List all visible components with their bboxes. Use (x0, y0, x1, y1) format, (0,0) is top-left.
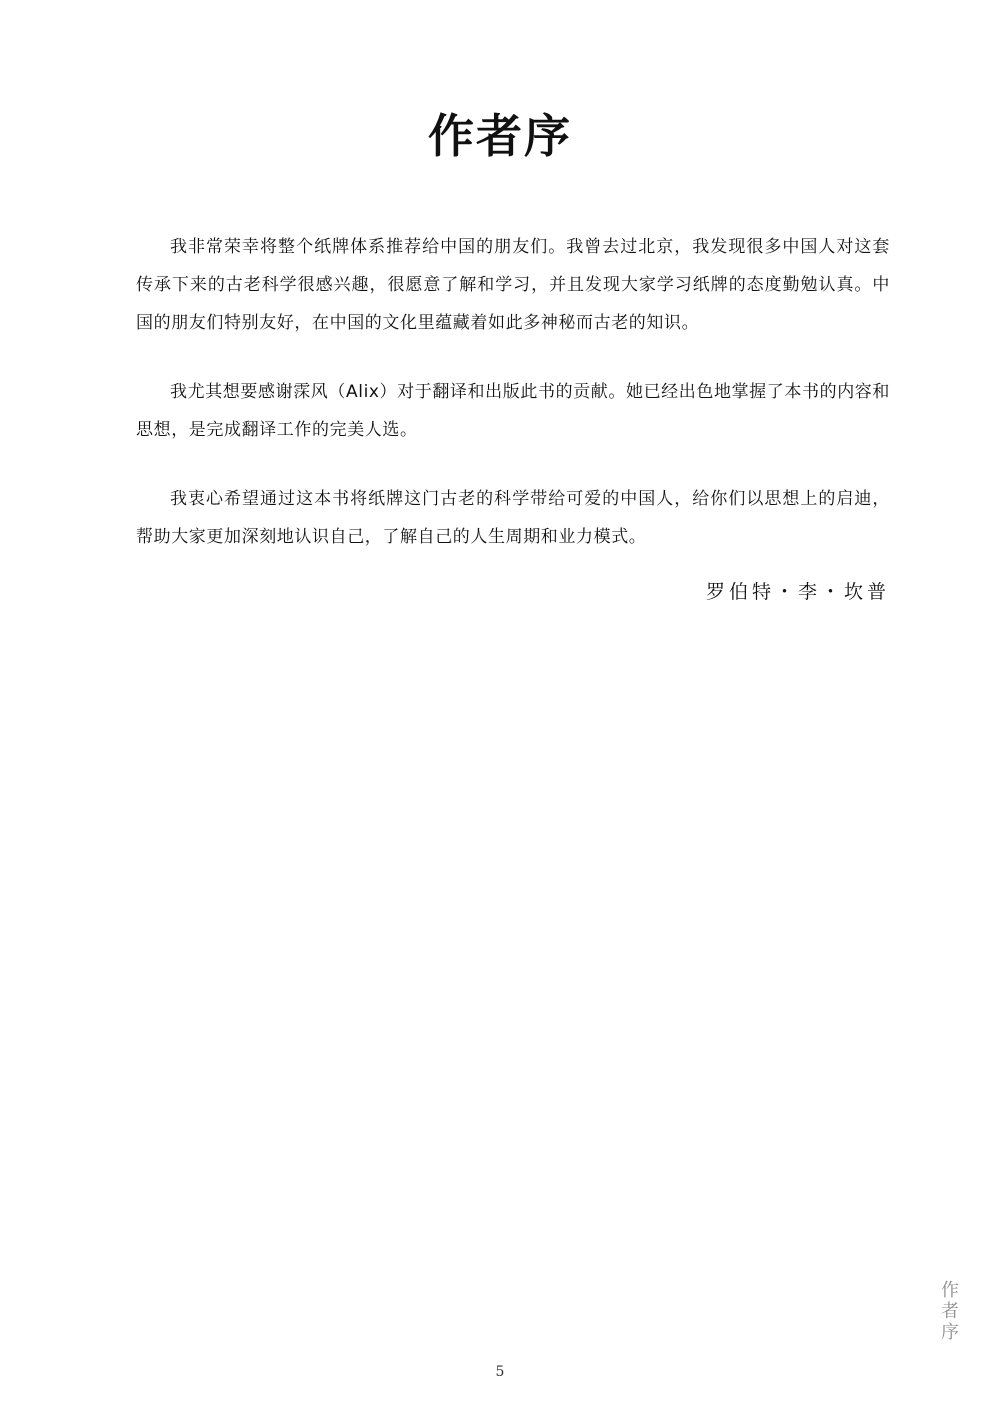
paragraph-2: 我尤其想要感谢霂风（Alix）对于翻译和出版此书的贡献。她已经出色地掌握了本书的内容和思想，是完成翻译工作的完美人选。 (136, 382, 890, 440)
paragraph-1: 我非常荣幸将整个纸牌体系推荐给中国的朋友们。我曾去过北京，我发现很多中国人对这套传承下来的古老科学很感兴趣，很愿意了解和学习，并且发现大家学习纸牌的态度勤勉认真。中国的朋友们特别友好，在中国的文化里蕴藏着如此多神秘而古老的知识。 (136, 237, 890, 333)
chapter-side-label (938, 1280, 962, 1343)
side-label-char: 者 (941, 1301, 959, 1322)
paragraph-3: 我衷心希望通过这本书将纸牌这门古老的科学带给可爱的中国人，给你们以思想上的启迪，帮助大家更加深刻地认识自己，了解自己的人生周期和业力模式。 (136, 489, 890, 547)
preface-body (136, 228, 890, 587)
page-title: 作者序 (428, 109, 572, 163)
author-signature: 罗伯特・李・坎普 (705, 581, 890, 603)
page-number: 5 (495, 1364, 505, 1380)
side-label-char: 作 (941, 1280, 959, 1301)
side-label-char: 序 (941, 1322, 959, 1343)
